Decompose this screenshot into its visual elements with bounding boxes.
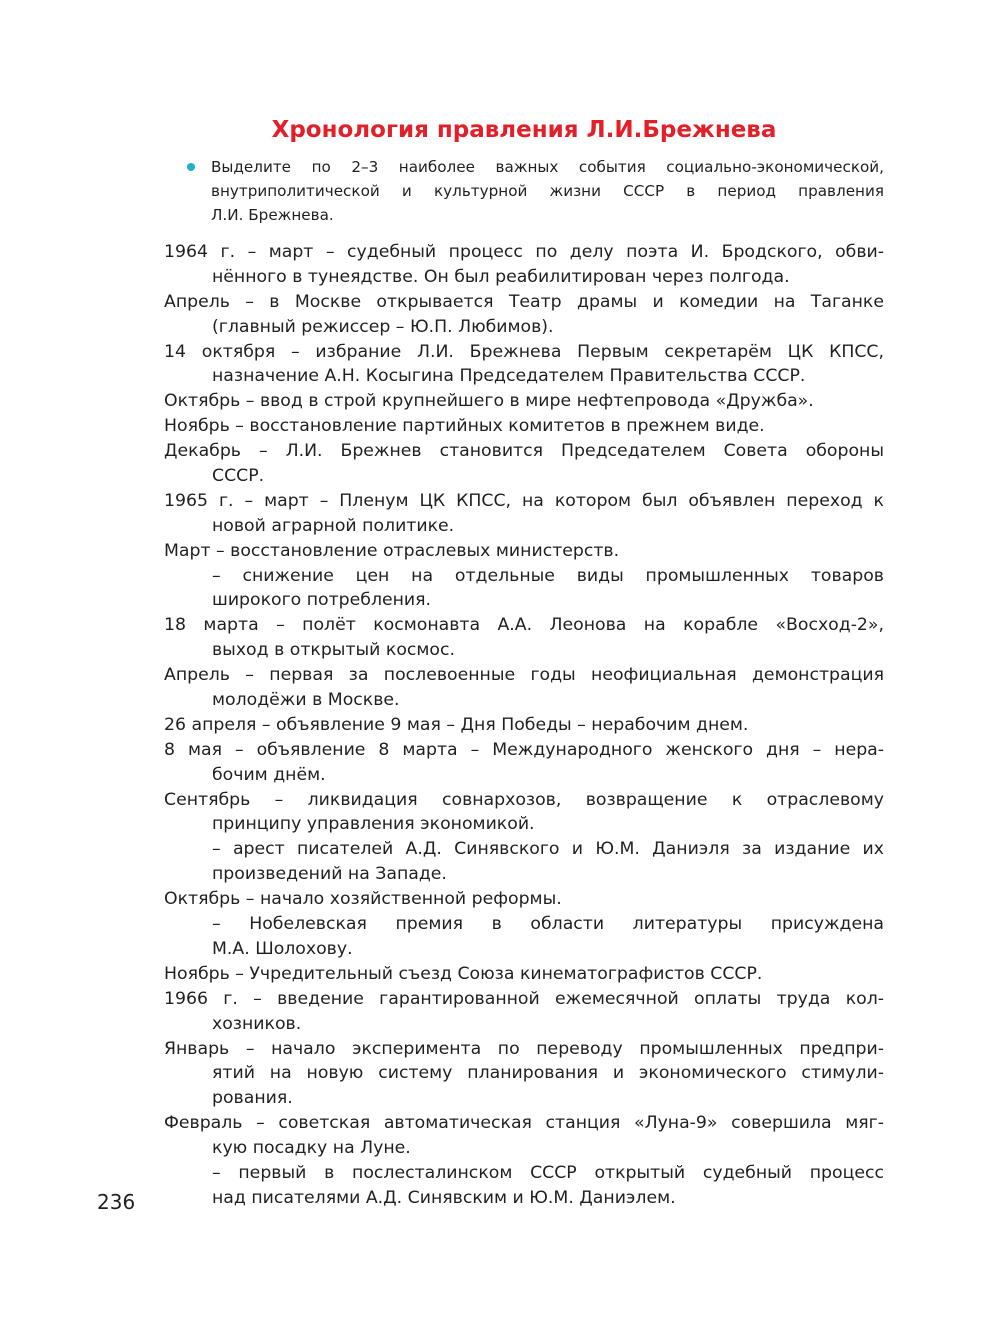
bullet-icon	[187, 163, 195, 171]
entry-line: Октябрь – ввод в строй крупнейшего в мире нефтепровода «Дружба».	[164, 391, 814, 412]
entry-line: выход в открытый космос.	[212, 640, 455, 661]
entry-line: 1965 г. – март – Пленум ЦК КПСС, на котором был объявлен переход к	[164, 490, 884, 511]
entry-line: нённого в тунеядстве. Он был реабилитирован через полгода.	[212, 266, 790, 287]
entry-line: Январь – начало эксперимента по переводу промышленных предпри-	[164, 1038, 884, 1059]
entry-line: 1966 г. – введение гарантированной ежемесячной оплаты труда кол-	[164, 988, 884, 1009]
entry-line: Ноябрь – Учредительный съезд Союза кинематографистов СССР.	[164, 963, 763, 984]
entry-line: Декабрь – Л.И. Брежнев становится Председателем Совета обороны	[164, 441, 884, 462]
task-block	[187, 155, 884, 227]
entry-line: – арест писателей А.Д. Синявского и Ю.М. Даниэля за издание их	[212, 839, 884, 860]
entry-line: 14 октября – избрание Л.И. Брежнева Первым секретарём ЦК КПСС,	[164, 341, 884, 362]
entry-line: Апрель – первая за послевоенные годы неофициальная демонстрация	[164, 665, 884, 686]
entry-line: Апрель – в Москве открывается Театр драмы и комедии на Таганке	[164, 291, 884, 312]
entry-line: – первый в послесталинском СССР открытый судебный процесс	[212, 1162, 884, 1183]
entry-line: СССР.	[212, 466, 265, 487]
entry-line: произведений на Западе.	[212, 864, 447, 885]
task-line: Л.И. Брежнева.	[211, 206, 334, 224]
chronology-list	[164, 240, 884, 1211]
entry-line: новой аграрной политике.	[212, 515, 455, 536]
entry-line: – Нобелевская премия в области литературы присуждена	[212, 914, 884, 935]
entry-line: над писателями А.Д. Синявским и Ю.М. Даниэлем.	[212, 1187, 676, 1208]
entry-line: назначение А.Н. Косыгина Председателем Правительства СССР.	[212, 366, 806, 387]
entry-line: принципу управления экономикой.	[212, 814, 535, 835]
entry-line: М.А. Шолохову.	[212, 938, 353, 959]
entry-line: (главный режиссер – Ю.П. Любимов).	[212, 316, 554, 337]
task-line: Выделите по 2–3 наиболее важных события социально-экономической,	[211, 158, 884, 176]
entry-line: 18 марта – полёт космонавта А.А. Леонова на корабле «Восход-2»,	[164, 615, 884, 636]
entry-line: Ноябрь – восстановление партийных комитетов в прежнем виде.	[164, 416, 765, 437]
task-line: внутриполитической и культурной жизни СССР в период правления	[211, 182, 884, 200]
entry-line: 26 апреля – объявление 9 мая – Дня Победы – нерабочим днем.	[164, 714, 749, 735]
entry-line: Февраль – советская автоматическая станция «Луна-9» совершила мяг-	[164, 1113, 884, 1134]
task-text	[211, 155, 884, 227]
page-number: 236	[97, 1190, 136, 1214]
entry-line: кую посадку на Луне.	[212, 1138, 411, 1159]
entry-line: широкого потребления.	[212, 590, 432, 611]
entry-line: 8 мая – объявление 8 марта – Международного женского дня – нера-	[164, 739, 884, 760]
page-title: Хронология правления Л.И.Брежнева	[271, 117, 777, 143]
entry-line: Март – восстановление отраслевых министерств.	[164, 540, 620, 561]
entry-line: – снижение цен на отдельные виды промышленных товаров	[212, 565, 884, 586]
entry-line: ятий на новую систему планирования и экономического стимули-	[212, 1063, 884, 1084]
entry-line: Сентябрь – ликвидация совнархозов, возвращение к отраслевому	[164, 789, 884, 810]
entry-line: молодёжи в Москве.	[212, 690, 400, 711]
entry-line: Октябрь – начало хозяйственной реформы.	[164, 889, 562, 910]
entry-line: хозников.	[212, 1013, 302, 1034]
entry-line: бочим днём.	[212, 764, 326, 785]
entry-line: 1964 г. – март – судебный процесс по делу поэта И. Бродского, обви-	[164, 242, 884, 262]
entry-line: рования.	[212, 1088, 293, 1109]
